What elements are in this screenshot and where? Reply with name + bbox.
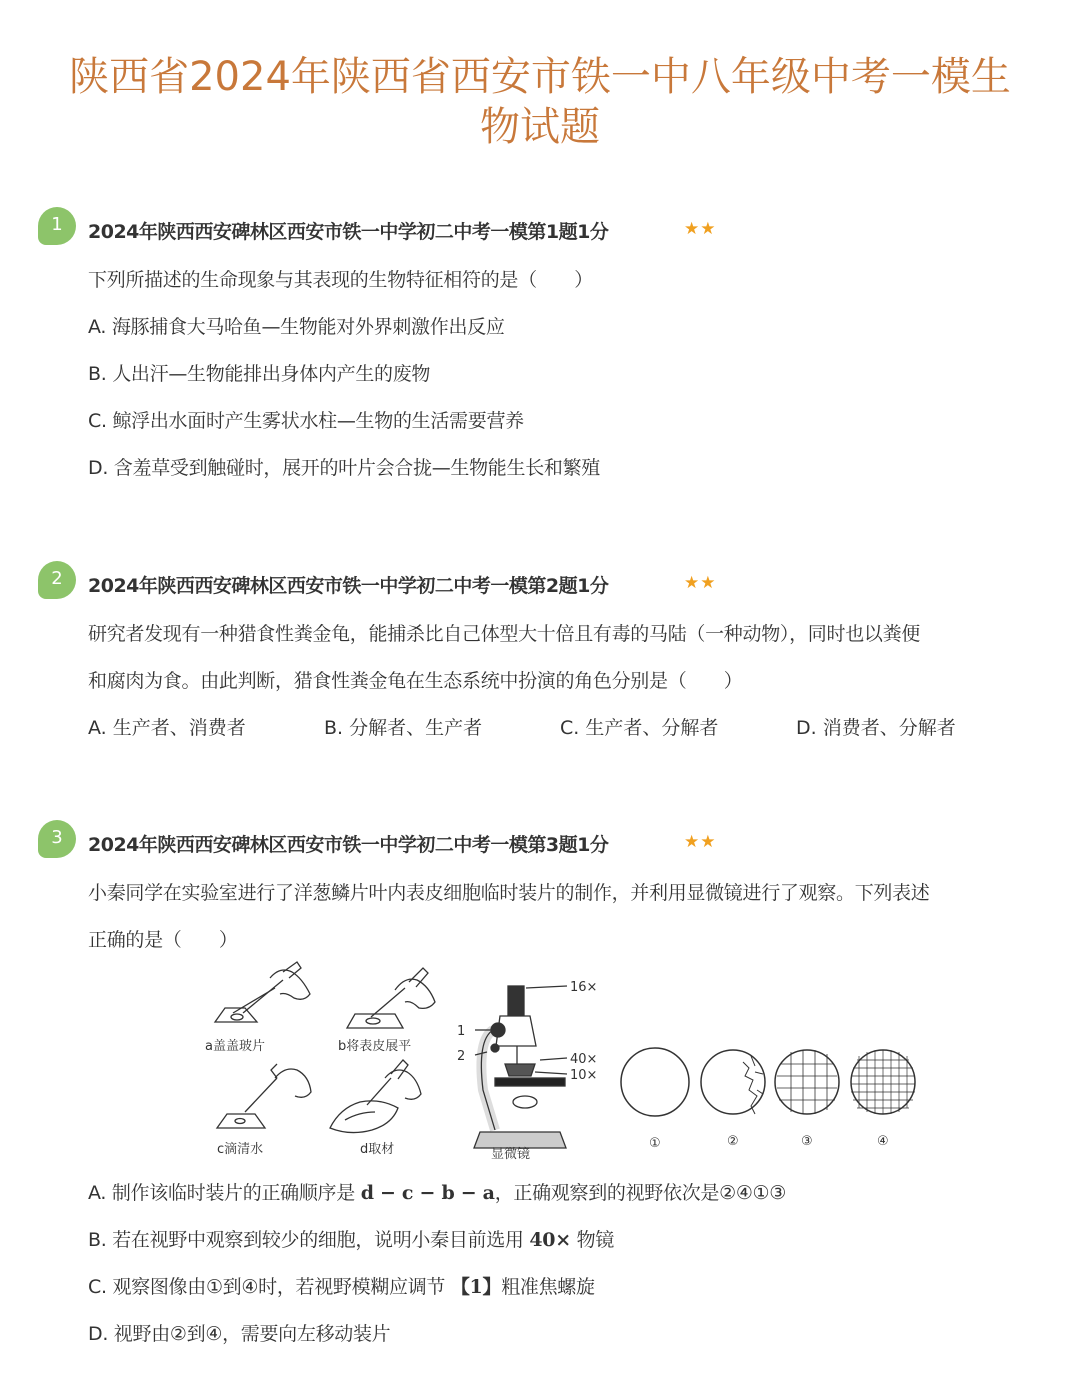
- step-d-illustration: [330, 1060, 421, 1133]
- option-text: A. 制作该临时装片的正确顺序是: [88, 1182, 361, 1204]
- step-c-label: c滴清水: [217, 1142, 264, 1157]
- option-d[interactable]: [88, 1319, 390, 1346]
- page-title: [40, 52, 1040, 152]
- question-stem-line2: 正确的是（ ）: [88, 929, 238, 951]
- question-header: 2024年陕西西安碑林区西安市铁一中学初二中考一模第3题1分: [88, 834, 609, 856]
- difficulty-stars-icon: ★★: [684, 219, 717, 239]
- page-title-line2: 物试题: [480, 104, 600, 150]
- objective-40x-label: 40×: [570, 1052, 598, 1067]
- view-label-2: ②: [727, 1134, 739, 1149]
- question-stem: 下列所描述的生命现象与其表现的生物特征相符的是（ ）: [88, 269, 593, 291]
- view-label-3: ③: [801, 1134, 813, 1149]
- difficulty-stars-icon: ★★: [684, 573, 717, 593]
- field-of-view-3: [775, 1050, 839, 1114]
- field-of-view-4: [851, 1050, 915, 1114]
- eyepiece-label: 16×: [570, 980, 598, 995]
- option-text-tail: 粗准焦螺旋: [501, 1276, 595, 1298]
- option-text-tail: 物镜: [570, 1229, 614, 1251]
- objective-10x-label: 10×: [570, 1068, 598, 1083]
- step-d-label: d取材: [360, 1142, 395, 1157]
- step-a-illustration: [215, 962, 310, 1022]
- question-header: 2024年陕西西安碑林区西安市铁一中学初二中考一模第1题1分: [88, 221, 609, 243]
- option-a[interactable]: [88, 1178, 786, 1205]
- option-a[interactable]: A. 生产者、消费者: [88, 717, 246, 739]
- microscope-experiment-figure: [195, 960, 925, 1165]
- option-b[interactable]: B. 人出汗—生物能排出身体内产生的废物: [88, 363, 431, 385]
- step-b-illustration: [347, 968, 435, 1028]
- option-c[interactable]: C. 生产者、分解者: [560, 717, 719, 739]
- question-header: 2024年陕西西安碑林区西安市铁一中学初二中考一模第2题1分: [88, 575, 609, 597]
- option-emphasis: 40×: [529, 1229, 571, 1251]
- option-c[interactable]: [88, 1272, 595, 1299]
- option-emphasis: 【1】: [450, 1276, 502, 1298]
- option-b[interactable]: B. 分解者、生产者: [324, 717, 483, 739]
- option-b[interactable]: [88, 1225, 614, 1252]
- part-2-label: 2: [457, 1049, 466, 1064]
- question-stem-line1: 小秦同学在实验室进行了洋葱鳞片叶内表皮细胞临时装片的制作，并利用显微镜进行了观察。下列表述: [88, 882, 930, 904]
- option-d[interactable]: D. 消费者、分解者: [796, 717, 956, 739]
- option-d[interactable]: D. 含羞草受到触碰时，展开的叶片会合拢—生物能生长和繁殖: [88, 457, 601, 479]
- page-title-line1: 陕西省2024年陕西省西安市铁一中八年级中考一模生: [69, 54, 1011, 100]
- part-1-label: 1: [457, 1024, 466, 1039]
- step-a-label: a盖盖玻片: [205, 1039, 265, 1054]
- step-c-illustration: [217, 1064, 311, 1128]
- microscope-illustration: [474, 986, 567, 1148]
- question-stem-line2: 和腐肉为食。由此判断，猎食性粪金龟在生态系统中扮演的角色分别是（ ）: [88, 670, 743, 692]
- field-of-view-1: [621, 1048, 689, 1116]
- view-label-1: ①: [649, 1136, 661, 1151]
- field-of-view-2: [701, 1050, 765, 1114]
- option-text: D. 视野由②到④，需要向左移动装片: [88, 1323, 391, 1345]
- option-text: B. 若在视野中观察到较少的细胞，说明小秦目前选用: [88, 1229, 530, 1251]
- option-emphasis: d − c − b − a: [360, 1182, 495, 1204]
- question-stem-line1: 研究者发现有一种猎食性粪金龟，能捕杀比自己体型大十倍且有毒的马陆（一种动物），同时也以粪便: [88, 623, 921, 645]
- option-a[interactable]: A. 海豚捕食大马哈鱼—生物能对外界刺激作出反应: [88, 316, 505, 338]
- option-text: C. 观察图像由①到④时，若视野模糊应调节: [88, 1276, 451, 1298]
- difficulty-stars-icon: ★★: [684, 832, 717, 852]
- step-b-label: b将表皮展平: [338, 1039, 412, 1054]
- question-number-badge: 1: [38, 207, 76, 245]
- option-text-tail: ，正确观察到的视野依次是②④①③: [494, 1182, 787, 1204]
- question-number-badge: 2: [38, 561, 76, 599]
- option-c[interactable]: C. 鲸浮出水面时产生雾状水柱—生物的生活需要营养: [88, 410, 524, 432]
- view-label-4: ④: [877, 1134, 889, 1149]
- question-number-badge: 3: [38, 820, 76, 858]
- microscope-label: 显微镜: [491, 1147, 531, 1162]
